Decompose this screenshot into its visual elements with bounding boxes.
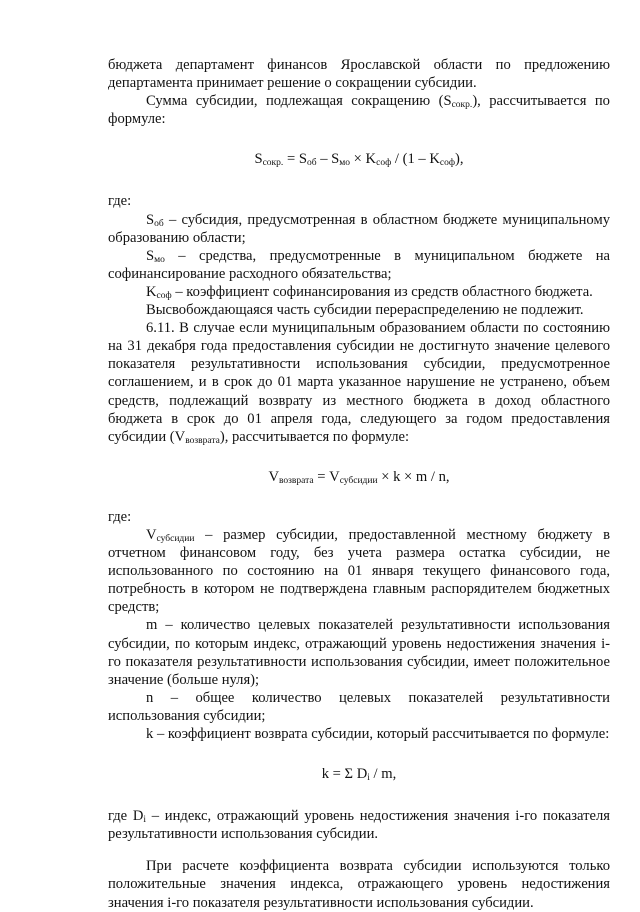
formula-subscript: соф — [439, 158, 456, 169]
text: Высвобождающаяся часть субсидии перераспределению не подлежит. — [146, 302, 584, 319]
subscript: сокр. — [451, 100, 473, 111]
definition-s-mo: $S_{мо}$ – средства, предусмотренные в муниципальном бюджете на софинансирование расходного обязательства; — [108, 247, 610, 282]
formula-part: / (1 – K — [391, 151, 440, 168]
text: n – общее количество целевых показателей результативности использования субсидии; — [108, 689, 610, 724]
subscript: мо — [154, 254, 165, 265]
definition-v-subsidii: $V_{субсидии}$ – размер субсидии, предоставленной местному бюджету в отчетном финансовом году, без учета размера остатка субсидии, не использованного по состоянию на 01 января текущего финансового года, потребность в котором не подтверждена главным распорядителем бюджетных средств; — [108, 526, 610, 616]
text: m – количество целевых показателей результативности использования субсидии, по которым индекс, отражающий уровень недостижения значения i-го показателя результативности использования субсидии, имеет положительное значение (больше нуля); — [108, 617, 610, 688]
formula-subscript: мо — [339, 158, 351, 169]
paragraph — [108, 857, 610, 911]
where-label — [108, 508, 610, 526]
subscript: i — [143, 815, 147, 826]
where-label — [108, 192, 610, 210]
formula-subscript: об — [306, 158, 317, 169]
subscript: возврата — [185, 435, 220, 446]
definition-k-sof: $K_{соф}$ – коэффициент софинансирования из средств областного бюджета. — [146, 283, 593, 301]
formula-part: S — [254, 151, 263, 168]
formula-subscript: соф — [376, 158, 392, 169]
definition-s-ob: $S_{об}$ – субсидия, предусмотренная в областном бюджете муниципальному образованию области; — [108, 211, 610, 246]
paragraph — [108, 56, 610, 92]
text: Сумма субсидии, подлежащая сокращению (S — [146, 93, 452, 110]
formula-k — [108, 765, 610, 783]
formula-part: V — [268, 468, 279, 485]
text: – средства, предусмотренные в муниципальном бюджете на софинансирование расходного обязательства; — [108, 247, 610, 282]
subscript: соф — [156, 290, 172, 301]
formula-return — [108, 468, 610, 486]
formula-part: / m, — [369, 766, 397, 783]
formula-subscript: субсидии — [339, 475, 378, 486]
paragraph — [108, 301, 610, 319]
text: ), рассчитывается по формуле: — [108, 93, 610, 128]
definition-d-i — [108, 807, 610, 843]
formula-reduction — [108, 150, 610, 168]
definition-k — [108, 725, 610, 743]
formula-part: – S — [316, 151, 340, 168]
formula-part: ), — [455, 151, 464, 168]
formula-part: = S — [283, 151, 307, 168]
text: где D — [108, 808, 144, 825]
formula-part: × k × m / n, — [377, 468, 450, 485]
text: При расчете коэффициента возврата субсидии используются только положительные значения индекса, отражающего уровень недостижения значения i-го показателя результативности использования субсидии. — [108, 858, 610, 911]
text: где: — [108, 193, 132, 210]
formula-subscript: i — [367, 773, 370, 784]
text: k – коэффициент возврата субсидии, который рассчитывается по формуле: — [146, 726, 610, 742]
formula-part: × K — [350, 151, 377, 168]
definition-n — [108, 689, 610, 725]
spacer — [108, 843, 610, 857]
text: – субсидия, предусмотренная в областном бюджете муниципальному образованию области; — [108, 211, 610, 246]
formula-subscript: возврата — [278, 475, 314, 486]
document-page — [108, 56, 610, 912]
subscript: субсидии — [156, 533, 195, 544]
formula-part: k = Σ D — [321, 766, 368, 783]
definition-m — [108, 616, 610, 688]
subscript: об — [154, 218, 164, 229]
formula-part: = V — [313, 468, 340, 485]
text: – индекс, отражающий уровень недостижения значения i-го показателя результативности использования субсидии. — [108, 808, 610, 843]
paragraph-6-11 — [108, 319, 610, 446]
text: – коэффициент софинансирования из средств областного бюджета. — [171, 283, 593, 300]
formula-subscript: сокр. — [262, 158, 284, 169]
text: – размер субсидии, предоставленной местному бюджету в отчетном финансовом году, без учета размера остатка субсидии, не использованного по состоянию на 01 января текущего финансового года, потребность в котором не подтверждена главным распорядителем бюджетных средств; — [108, 526, 610, 616]
text: ), рассчитывается по формуле: — [219, 428, 410, 445]
paragraph-text: бюджета департамент финансов Ярославской области по предложению департамента принимает решение о сокращении субсидии. — [108, 57, 610, 92]
text: 6.11. В случае если муниципальным образованием области по состоянию на 31 декабря года предоставления субсидии не достигнуто значение целевого показателя результативности использования субсидии, предусмотренное соглашением, и в срок до 01 марта указанное нарушение не устранено, объем средств, подлежащий возврату из местного бюджета в доход областного бюджета в срок до 01 апреля года, следующего за годом предоставления субсидии (V — [108, 320, 610, 445]
text: где: — [108, 508, 132, 525]
paragraph — [108, 92, 610, 128]
